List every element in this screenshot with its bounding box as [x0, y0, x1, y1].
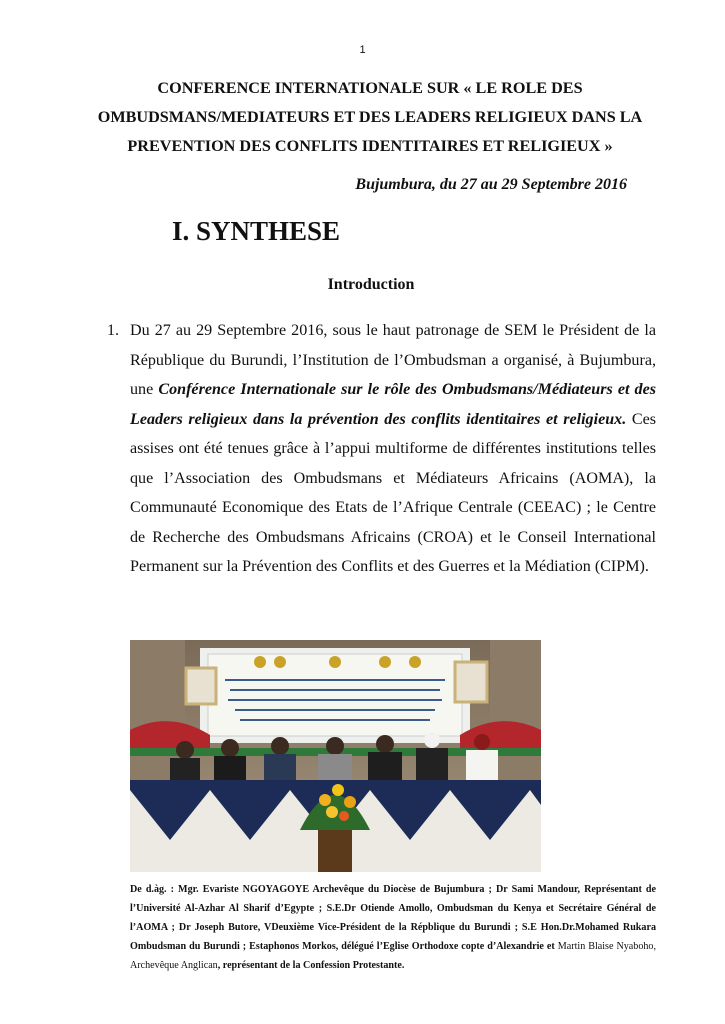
document-title: CONFERENCE INTERNATIONALE SUR « LE ROLE DES OMBUDSMANS/MEDIATEURS ET DES LEADERS RELIGIEUX DANS LA PREVENTION DES CONFLITS IDENTITAIRES ET RELIGIEUX »: [97, 79, 643, 155]
conference-name-emphasis: Conférence Internationale sur le rôle des Ombudsmans/Médiateurs et des Leaders religieux dans la prévention des conflits identitaires et religieux.: [130, 381, 656, 428]
photo-caption: [130, 880, 656, 975]
conference-photo-drawing: [130, 640, 541, 872]
caption-text-1: De d.àg. : Mgr. Evariste NGOYAGOYE Archevêque du Diocèse de Bujumbura ; Dr Sami Mandour, Représentant de l’Université Al-Azhar Al Sharif d’Egypte ; S.E.Dr Otiende Amollo, Ombudsman du Kenya et Secrétaire Général de l’AOMA ; Dr Joseph Butore, VDeuxième Vice-Président de la Répblique du Burundi ; S.E Hon.Dr.Mohamed Rukara Ombudsman du Burundi ; Estaphonos Morkos, délégué l’Eglise Orthodoxe copte d’Alexandrie et: [130, 884, 656, 952]
place-date: Bujumbura, du 27 au 29 Septembre 2016: [355, 176, 627, 193]
caption-text-3: , représentant de la Confession Protestante.: [217, 960, 405, 971]
section-heading: I. SYNTHESE: [172, 216, 341, 246]
caption-text-2: Martin Blaise Nyaboho, Archevêque Anglican: [130, 941, 656, 971]
paragraph-text-2: Ces assises ont été tenues grâce à l’appui multiforme de différentes institutions telles que l’Association des Ombudsmans et Médiateurs Africains (AOMA), la Communauté Economique des Etats de l’Afrique Centrale (CEEAC) ; le Centre de Recherche des Ombudsmans Africains (CROA) et le Conseil International Permanent sur la Prévention des Conflits et des Guerres et la Médiation (CIPM).: [130, 410, 656, 575]
conference-photo: [130, 640, 541, 872]
page-number: 1: [359, 44, 366, 56]
paragraph-text-1: Du 27 au 29 Septembre 2016, sous le haut patronage de SEM le Président de la République du Burundi, l’Institution de l’Ombudsman a organisé, à Bujumbura, une: [130, 322, 656, 398]
intro-paragraph: [130, 316, 656, 582]
paragraph-number: 1.: [107, 322, 119, 339]
intro-heading: Introduction: [327, 276, 415, 293]
